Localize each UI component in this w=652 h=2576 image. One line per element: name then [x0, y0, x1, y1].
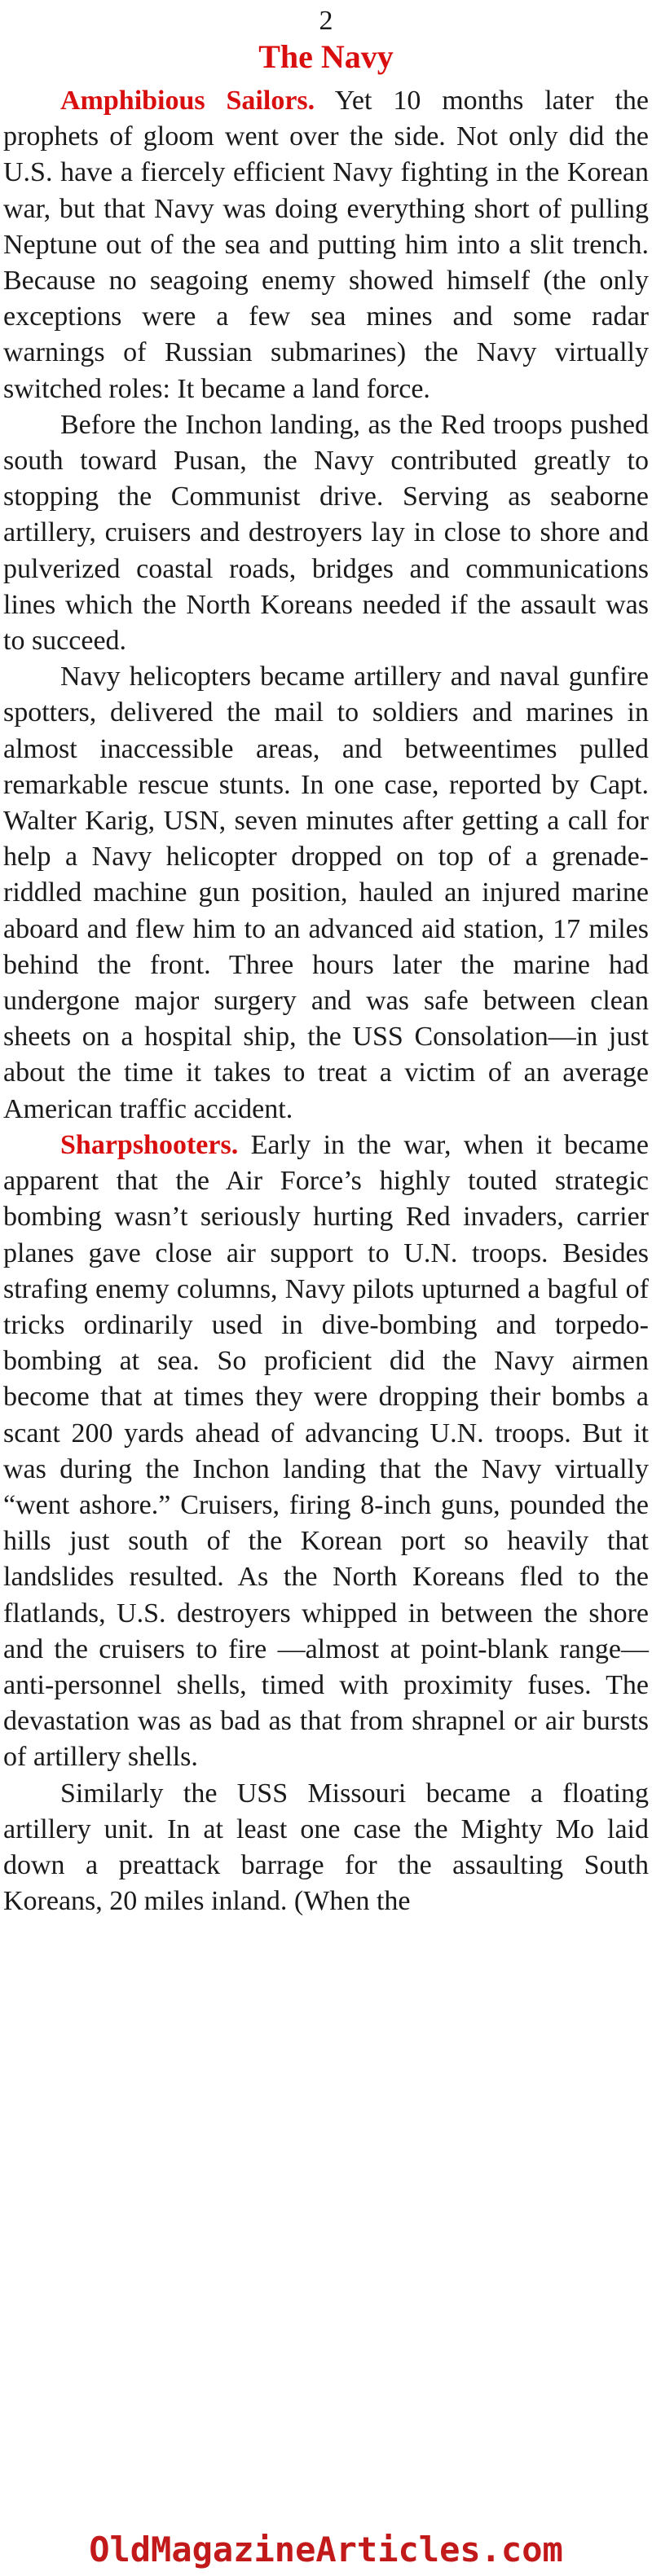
section-title: The Navy — [258, 38, 394, 75]
subhead-sharpshooters: Sharpshooters. — [60, 1129, 239, 1160]
subhead-amphibious-sailors: Amphibious Sailors. — [60, 86, 315, 116]
paragraph-text: Early in the war, when it became apparent that the Air Force’s highly touted strategic bombing wasn’t seriously hurting Red invaders, carrier planes gave close air support to U.N. troops. Besides strafing enemy columns, Navy pilots upturned a bagful of tricks ordinarily used in dive-bombing and torpedo-bombing at sea. So proficient did the Navy airmen become that at times they were dropping their bombs a scant 200 yards ahead of advancing U.N. troops. But it was during the Inchon landing that the Navy virtually “went ashore.” Cruisers, firing 8-inch guns, pounded the hills just south of the Korean port so heavily that landslides resulted. As the North Koreans fled to the flatlands, U.S. destroyers whipped in between the shore and the cruisers to fire —almost at point-blank range—anti-personnel shells, timed with proximity fuses. The devastation was as bad as that from shrapnel or air bursts of artillery shells. — [3, 1129, 649, 1773]
paragraph-text: Yet 10 months later the prophets of gloom went over the side. Not only did the U.S. have a fiercely efficient Navy fighting in the Korean war, but that Navy was doing everything short of pulling Neptune out of the sea and putting him into a slit trench. Because no seagoing enemy showed himself (the only exceptions were a few sea mines and some radar warnings of Russian submarines) the Navy virtually switched roles: It became a land force. — [3, 86, 649, 404]
paragraph-helicopters: Navy helicopters became artillery and naval gunfire spotters, delivered the mail to soldiers and marines in almost inaccessible areas, and betweentimes pulled remarkable rescue stunts. In one case, reported by Capt. Walter Karig, USN, seven minutes after getting a call for help a Navy helicopter dropped on top of a grenade-riddled machine gun position, hauled an injured marine aboard and flew him to an advanced aid station, 17 miles behind the front. Three hours later the marine had undergone major surgery and was safe between clean sheets on a hospital ship, the USS Consolation—in just about the time it takes to treat a victim of an average American traffic accident. — [3, 662, 649, 1124]
paragraph-inchon-landing: Before the Inchon landing, as the Red troops pushed south toward Pusan, the Navy contributed greatly to stopping the Communist drive. Serving as seaborne artillery, cruisers and destroyers lay in close to shore and pulverized coastal roads, bridges and communications lines which the North Koreans needed if the assault was to succeed. — [3, 409, 649, 657]
article-body — [3, 83, 649, 1919]
paragraph-sharpshooters — [3, 1128, 649, 1776]
paragraph-amphibious-sailors — [3, 83, 649, 407]
watermark-banner — [0, 2522, 652, 2576]
paragraph-missouri: Similarly the USS Missouri became a floating artillery unit. In at least one case the Mighty Mo laid down a preattack barrage for the assaulting South Koreans, 20 miles inland. (When the — [3, 1778, 649, 1917]
watermark-text[interactable]: OldMagazineArticles.com — [89, 2529, 563, 2569]
page-number: 2 — [319, 6, 333, 36]
